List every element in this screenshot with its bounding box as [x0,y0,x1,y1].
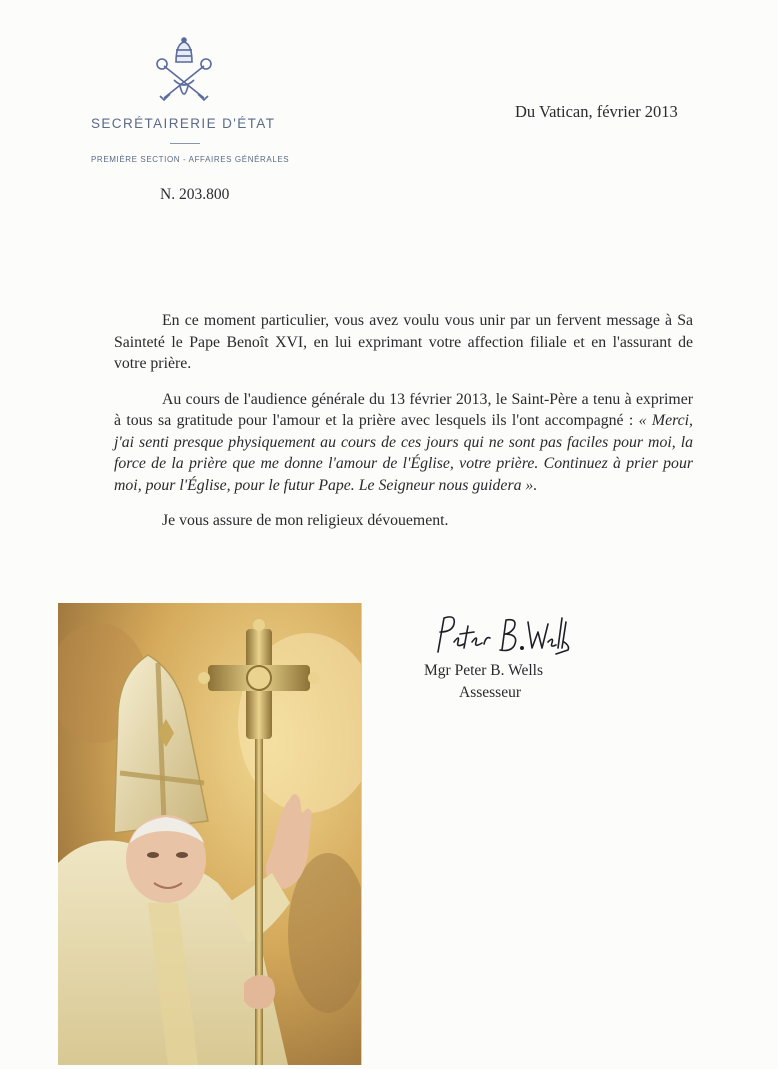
paragraph-2-lead: Au cours de l'audience générale du 13 février 2013, le Saint-Père a tenu à exprimer à tous sa gratitude pour l'amour et la prière avec lesquels ils l'ont accompagné : [114,390,693,429]
paragraph-2 [114,389,693,497]
letter-body [114,310,693,546]
paragraph-1: En ce moment particulier, vous avez voulu vous unir par un fervent message à Sa Sainteté le Pape Benoît XVI, en lui exprimant votre affection filiale et en l'assurant de votre prière. [114,312,693,372]
signer-name: Mgr Peter B. Wells [424,662,544,679]
signer-title: Assesseur [459,684,521,701]
letterhead-divider [170,143,200,144]
organization-section: PREMIÈRE SECTION - AFFAIRES GÉNÉRALES [91,155,290,164]
place-date: Du Vatican, février 2013 [515,102,678,121]
reference-number: N. 203.800 [160,186,230,203]
pope-photograph [58,603,362,1065]
handwritten-signature [430,612,570,658]
papal-crest-icon [152,36,216,108]
organization-name: SECRÉTAIRERIE D'ÉTAT [91,116,276,131]
closing-line: Je vous assure de mon religieux dévouement. [162,512,449,529]
papal-quote: « Merci, j'ai senti presque physiquement au cours de ces jours qui ne sont pas faciles pour moi, la force de la prière que me donne l'amour de l'Église, votre prière. Continuez à prier pour moi, pour l'Église, pour le futur Pape. Le Seigneur nous guidera ». [114,412,693,494]
